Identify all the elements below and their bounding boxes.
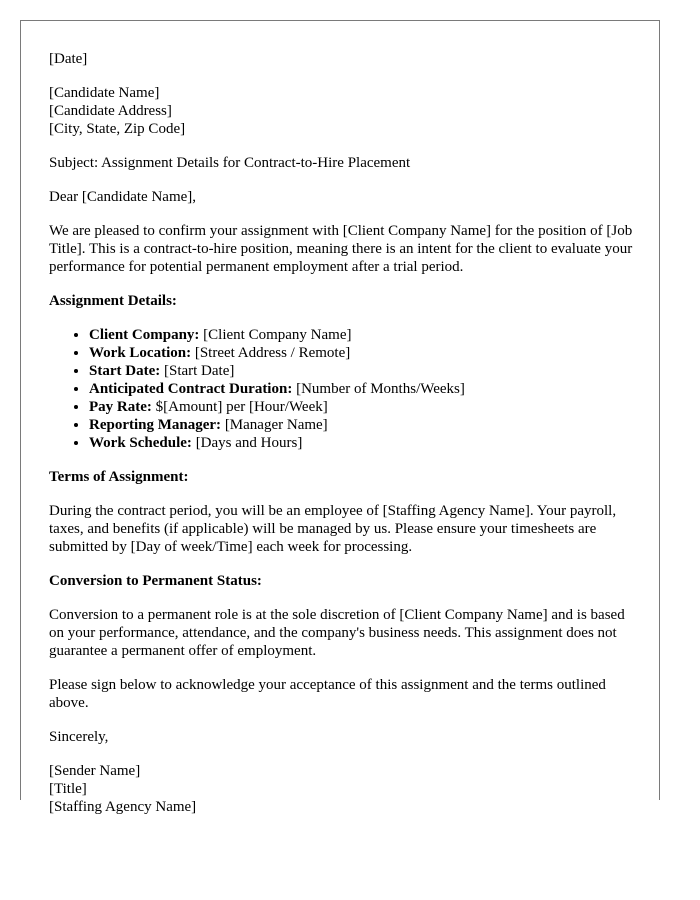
recipient-address: [Candidate Address] — [49, 103, 172, 119]
recipient-name: [Candidate Name] — [49, 85, 160, 101]
detail-value: [Start Date] — [160, 363, 235, 379]
detail-label: Work Location: — [89, 345, 192, 361]
detail-value: $[Amount] per [Hour/Week] — [151, 399, 328, 415]
sender-title: [Title] — [49, 781, 87, 797]
intro-paragraph: We are pleased to confirm your assignment with [Client Company Name] for the position of [Job Title]. This is a contract-to-hire position, meaning there is an intent for the client to evaluate your performance for potential permanent employment after a trial period. — [49, 223, 633, 275]
detail-label: Start Date: — [89, 363, 161, 379]
conversion-heading: Conversion to Permanent Status: — [49, 573, 262, 589]
recipient-city-state-zip: [City, State, Zip Code] — [49, 121, 186, 137]
detail-label: Client Company: — [89, 327, 200, 343]
detail-label: Anticipated Contract Duration: — [89, 381, 293, 397]
sender-name: [Sender Name] — [49, 763, 141, 779]
list-item — [89, 362, 639, 380]
list-item — [89, 326, 639, 344]
terms-paragraph: During the contract period, you will be an employee of [Staffing Agency Name]. Your payroll, taxes, and benefits (if applicable) will be managed by us. Please ensure your timesheets are submitted by [Day of week/Time] each week for processing. — [49, 503, 617, 555]
detail-label: Work Schedule: — [89, 435, 192, 451]
sender-block — [49, 762, 639, 816]
details-list — [49, 326, 639, 452]
letter-date: [Date] — [49, 51, 88, 67]
detail-label: Pay Rate: — [89, 399, 152, 415]
terms-heading: Terms of Assignment: — [49, 469, 189, 485]
detail-value: [Manager Name] — [221, 417, 328, 433]
detail-label: Reporting Manager: — [89, 417, 222, 433]
list-item — [89, 434, 639, 452]
list-item — [89, 416, 639, 434]
letter-salutation: Dear [Candidate Name], — [49, 189, 197, 205]
detail-value: [Street Address / Remote] — [191, 345, 351, 361]
list-item — [89, 398, 639, 416]
conversion-paragraph: Conversion to a permanent role is at the sole discretion of [Client Company Name] and is based on your performance, attendance, and the company's business needs. This assignment does not guarantee a permanent offer of employment. — [49, 607, 625, 659]
letter-page — [20, 20, 660, 815]
acknowledge-paragraph: Please sign below to acknowledge your acceptance of this assignment and the terms outlined above. — [49, 677, 606, 711]
recipient-block — [49, 84, 639, 138]
list-item — [89, 344, 639, 362]
detail-value: [Number of Months/Weeks] — [292, 381, 465, 397]
details-heading: Assignment Details: — [49, 293, 177, 309]
letter-closing: Sincerely, — [49, 729, 109, 745]
sender-agency: [Staffing Agency Name] — [49, 799, 197, 815]
list-item — [89, 380, 639, 398]
letter-subject: Subject: Assignment Details for Contract-to-Hire Placement — [49, 155, 411, 171]
detail-value: [Days and Hours] — [191, 435, 303, 451]
letter-body — [49, 50, 639, 832]
detail-value: [Client Company Name] — [199, 327, 352, 343]
